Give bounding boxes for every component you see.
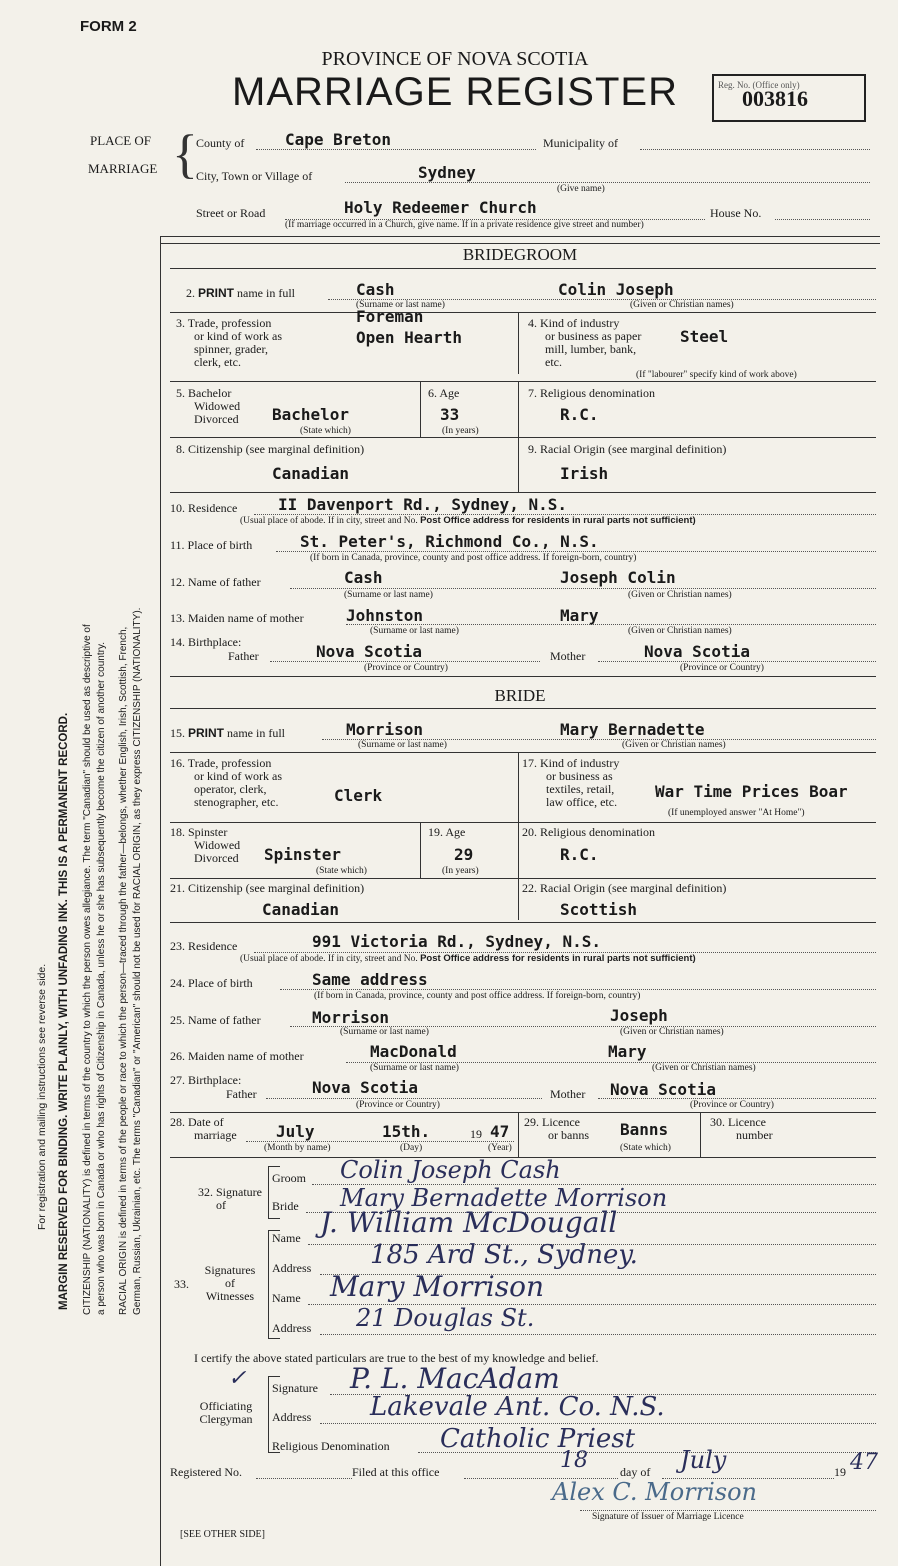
groom-age-label: 6. Age bbox=[428, 386, 460, 400]
filed-label: Filed at this office bbox=[352, 1465, 440, 1479]
county-value: Cape Breton bbox=[285, 130, 391, 149]
bride-status: Spinster bbox=[264, 845, 342, 864]
filed-year: 47 bbox=[850, 1450, 878, 1475]
bride-given-note: (Given or Christian names) bbox=[622, 740, 726, 750]
margin-line-4: a person who was born in Canada or who has rights of Citizenship in Canada, unless he or she has subsequently become the citizen of another country. bbox=[96, 642, 107, 1315]
bride-surname: Morrison bbox=[346, 720, 424, 739]
bride-age-note: (In years) bbox=[442, 866, 479, 876]
groom-birth-label: 11. Place of birth bbox=[170, 538, 253, 552]
bride-signature: Mary Bernadette Morrison bbox=[340, 1184, 668, 1212]
bride-religion-label: 20. Religious denomination bbox=[522, 825, 655, 839]
bride-mother-given: Mary bbox=[608, 1042, 647, 1061]
county-label: County of bbox=[196, 136, 245, 150]
bride-citizenship-label: 21. Citizenship (see marginal definition) bbox=[170, 881, 365, 895]
bride-surname-note: (Surname or last name) bbox=[358, 740, 447, 750]
city-label: City, Town or Village of bbox=[196, 169, 313, 183]
groom-name-label: 2. PRINT name in full bbox=[186, 286, 295, 300]
groom-given-note: (Given or Christian names) bbox=[630, 300, 734, 310]
marriage-day: 15th. bbox=[382, 1122, 431, 1141]
bride-residence-label: 23. Residence bbox=[170, 939, 238, 953]
house-label: House No. bbox=[710, 206, 762, 220]
margin-line-6: German, Russian, Ukrainian, etc. The terms "Canadian" or "American" should not be used for RACIAL ORIGIN, as they express CITIZENSHIP (NATIONALITY). bbox=[132, 607, 143, 1315]
municipality-label: Municipality of bbox=[543, 136, 618, 150]
day-of-label: day of bbox=[620, 1465, 651, 1479]
filed-day: 18 bbox=[560, 1448, 588, 1473]
bride-birth: Same address bbox=[312, 970, 428, 989]
bride-father-birth: Nova Scotia bbox=[312, 1078, 418, 1097]
bride-industry-clip bbox=[655, 782, 895, 801]
clergy-label: Officiating Clergyman bbox=[199, 1399, 253, 1426]
licence-number-label: 30. Licence number bbox=[710, 1115, 773, 1142]
filed-month: July bbox=[680, 1446, 727, 1474]
groom-religion: R.C. bbox=[560, 405, 599, 424]
bride-religion: R.C. bbox=[560, 845, 599, 864]
groom-residence-label: 10. Residence bbox=[170, 501, 238, 515]
groom-racial-label: 9. Racial Origin (see marginal definition) bbox=[528, 442, 727, 456]
bride-birthplace-label: 27. Birthplace: bbox=[170, 1073, 242, 1087]
bride-father-given-note: (Given or Christian names) bbox=[620, 1027, 724, 1037]
groom-mother-given: Mary bbox=[560, 606, 599, 625]
groom-father-given: Joseph Colin bbox=[560, 568, 676, 587]
bride-industry: War Time Prices Boar bbox=[655, 782, 848, 801]
groom-mother-word: Mother bbox=[550, 649, 586, 663]
bride-industry-label: 17. Kind of industry or business as textiles, retail, law office, etc. bbox=[522, 756, 620, 809]
groom-industry-note: (If "labourer" specify kind of work above) bbox=[636, 370, 797, 380]
bride-residence-note: (Usual place of abode. If in city, street and No. Post Office address for residents in rural parts not sufficient) bbox=[240, 953, 696, 964]
bride-father-word: Father bbox=[226, 1087, 257, 1101]
groom-racial: Irish bbox=[560, 464, 609, 483]
bride-mother-word: Mother bbox=[550, 1087, 586, 1101]
bride-mother-birth: Nova Scotia bbox=[610, 1080, 716, 1099]
marriage-year-prefix: 19 bbox=[470, 1127, 482, 1141]
bride-mother-given-note: (Given or Christian names) bbox=[652, 1063, 756, 1073]
bride-citizenship: Canadian bbox=[262, 900, 340, 919]
groom-age: 33 bbox=[440, 405, 460, 424]
reg-number: 003816 bbox=[742, 86, 808, 111]
bride-residence: 991 Victoria Rd., Sydney, N.S. bbox=[312, 932, 601, 951]
bride-name-label: 15. PRINT name in full bbox=[170, 726, 285, 740]
bride-given: Mary Bernadette bbox=[560, 720, 705, 739]
certify-statement: I certify the above stated particulars are true to the best of my knowledge and belief. bbox=[194, 1351, 599, 1365]
bride-racial-label: 22. Racial Origin (see marginal definition) bbox=[522, 881, 727, 895]
clergy-address: Lakevale Ant. Co. N.S. bbox=[370, 1392, 665, 1422]
clergy-religion: Catholic Priest bbox=[440, 1424, 636, 1454]
page-title: MARRIAGE REGISTER bbox=[232, 70, 678, 114]
marriage-month: July bbox=[276, 1122, 315, 1141]
give-name-note: (Give name) bbox=[557, 184, 605, 194]
licence-state-which: (State which) bbox=[620, 1143, 671, 1153]
groom-residence: II Davenport Rd., Sydney, N.S. bbox=[278, 495, 567, 514]
bride-father-prov-note: (Province or Country) bbox=[356, 1100, 440, 1110]
groom-mother-prov-note: (Province or Country) bbox=[680, 663, 764, 673]
w1-address: 185 Ard St., Sydney. bbox=[370, 1240, 638, 1270]
clergy-signature: P. L. MacAdam bbox=[350, 1362, 560, 1395]
w1-name-label: Name bbox=[272, 1231, 301, 1245]
w2-address: 21 Douglas St. bbox=[356, 1304, 535, 1332]
see-other-side: [SEE OTHER SIDE] bbox=[180, 1529, 265, 1540]
reg-number-box bbox=[712, 74, 866, 122]
street-label: Street or Road bbox=[196, 206, 266, 220]
margin-line-3: CITIZENSHIP (NATIONALITY) is defined in terms of the country to which the person owes allegiance. The term "Canadian" should be used as descriptive of bbox=[82, 624, 93, 1315]
groom-industry: Steel bbox=[680, 327, 729, 346]
bride-mother-surname-note: (Surname or last name) bbox=[370, 1063, 459, 1073]
licence-value: Banns bbox=[620, 1120, 669, 1139]
w1-address-label: Address bbox=[272, 1261, 312, 1275]
groom-mother-label: 13. Maiden name of mother bbox=[170, 611, 304, 625]
groom-trade-label: 3. Trade, profession or kind of work as spinner, grader, clerk, etc. bbox=[176, 316, 282, 369]
city-value: Sydney bbox=[418, 163, 476, 182]
clergy-address-label: Address bbox=[272, 1410, 312, 1424]
clergy-signature-label: Signature bbox=[272, 1381, 318, 1395]
groom-birth-note: (If born in Canada, province, county and post office address. If foreign-born, country) bbox=[310, 553, 637, 563]
w2-address-label: Address bbox=[272, 1321, 312, 1335]
groom-father-word: Father bbox=[228, 649, 259, 663]
groom-father-birth: Nova Scotia bbox=[316, 642, 422, 661]
groom-trade-1: Foreman bbox=[356, 307, 424, 326]
bride-section-title: BRIDE bbox=[494, 686, 546, 705]
groom-status-label: 5. Bachelor Widowed Divorced bbox=[176, 386, 241, 426]
province-heading: PROVINCE OF NOVA SCOTIA bbox=[321, 48, 589, 70]
registered-label: Registered No. bbox=[170, 1465, 242, 1479]
witnesses-label: Signatures of Witnesses bbox=[204, 1263, 256, 1303]
groom-father-given-note: (Given or Christian names) bbox=[628, 590, 732, 600]
bride-status-label: 18. Spinster Widowed Divorced bbox=[170, 825, 241, 865]
street-note: (If marriage occurred in a Church, give name. If in a private residence give street and number) bbox=[285, 220, 644, 230]
groom-given: Colin Joseph bbox=[558, 280, 674, 299]
bride-age: 29 bbox=[454, 845, 474, 864]
groom-citizenship-label: 8. Citizenship (see marginal definition) bbox=[176, 442, 365, 456]
groom-birthplace-label: 14. Birthplace: bbox=[170, 635, 242, 649]
check-mark: ✓ bbox=[228, 1366, 247, 1391]
place-label-1: PLACE OF bbox=[90, 133, 152, 148]
filed-year-prefix: 19 bbox=[834, 1465, 846, 1479]
witness-num: 33. bbox=[174, 1277, 189, 1291]
bride-father-given: Joseph bbox=[610, 1006, 668, 1025]
groom-religion-label: 7. Religious denomination bbox=[528, 386, 655, 400]
groom-state-which: (State which) bbox=[300, 426, 351, 436]
marriage-month-note: (Month by name) bbox=[264, 1143, 331, 1153]
groom-father-surname: Cash bbox=[344, 568, 383, 587]
signature-of-label: 32. Signature of bbox=[198, 1185, 262, 1212]
issuer-signature: Alex C. Morrison bbox=[552, 1478, 758, 1506]
groom-trade-2: Open Hearth bbox=[356, 328, 462, 347]
bride-father-surname-note: (Surname or last name) bbox=[340, 1027, 429, 1037]
groom-sig-label: Groom bbox=[272, 1171, 306, 1185]
w2-name-label: Name bbox=[272, 1291, 301, 1305]
bride-father-label: 25. Name of father bbox=[170, 1013, 261, 1027]
place-label-2: MARRIAGE bbox=[88, 161, 158, 176]
groom-surname: Cash bbox=[356, 280, 395, 299]
groom-father-surname-note: (Surname or last name) bbox=[344, 590, 433, 600]
marriage-day-note: (Day) bbox=[400, 1143, 423, 1153]
groom-mother-surname: Johnston bbox=[346, 606, 424, 625]
bride-industry-note: (If unemployed answer "At Home") bbox=[668, 808, 805, 818]
w2-name-signature: Mary Morrison bbox=[330, 1270, 544, 1303]
groom-signature: Colin Joseph Cash bbox=[340, 1156, 561, 1184]
groom-surname-note: (Surname or last name) bbox=[356, 300, 445, 310]
groom-birth: St. Peter's, Richmond Co., N.S. bbox=[300, 532, 599, 551]
groom-citizenship: Canadian bbox=[272, 464, 350, 483]
bride-racial: Scottish bbox=[560, 900, 638, 919]
bride-trade: Clerk bbox=[334, 786, 383, 805]
reg-box-label: Reg. No. (Office only) bbox=[718, 80, 800, 90]
marriage-year: 47 bbox=[490, 1122, 510, 1141]
bride-trade-label: 16. Trade, profession or kind of work as operator, clerk, stenographer, etc. bbox=[170, 756, 282, 809]
bride-mother-label: 26. Maiden name of mother bbox=[170, 1049, 304, 1063]
groom-mother-surname-note: (Surname or last name) bbox=[370, 626, 459, 636]
groom-mother-given-note: (Given or Christian names) bbox=[628, 626, 732, 636]
groom-age-note: (In years) bbox=[442, 426, 479, 436]
margin-line-1: For registration and mailing instructions see reverse side. bbox=[36, 963, 48, 1230]
groom-section-title: BRIDEGROOM bbox=[462, 245, 578, 264]
bride-mother-surname: MacDonald bbox=[370, 1042, 457, 1061]
bride-state-which: (State which) bbox=[316, 866, 367, 876]
bride-sig-label: Bride bbox=[272, 1199, 299, 1213]
issuer-label: Signature of Issuer of Marriage Licence bbox=[592, 1512, 744, 1522]
margin-line-5: RACIAL ORIGIN is defined in terms of the people or race to which the person—traced through the father—belongs, whether English, Irish, Scottish, French, bbox=[118, 626, 129, 1315]
groom-mother-birth: Nova Scotia bbox=[644, 642, 750, 661]
marriage-year-note: (Year) bbox=[488, 1143, 512, 1153]
licence-label: 29. Licence or banns bbox=[524, 1115, 589, 1142]
form-label: FORM 2 bbox=[80, 18, 137, 35]
groom-father-label: 12. Name of father bbox=[170, 575, 261, 589]
w1-name-signature: J. William McDougall bbox=[320, 1206, 618, 1239]
bride-birth-note: (If born in Canada, province, county and post office address. If foreign-born, country) bbox=[314, 991, 641, 1001]
groom-industry-label: 4. Kind of industry or business as paper mill, lumber, bank, etc. bbox=[528, 316, 642, 369]
bride-birth-label: 24. Place of birth bbox=[170, 976, 253, 990]
groom-residence-note: (Usual place of abode. If in city, street and No. Post Office address for residents in rural parts not sufficient) bbox=[240, 515, 696, 526]
bride-father-surname: Morrison bbox=[312, 1008, 390, 1027]
margin-line-2: MARGIN RESERVED FOR BINDING. WRITE PLAINLY, WITH UNFADING INK. THIS IS A PERMANENT RECORD. bbox=[58, 712, 70, 1310]
groom-status: Bachelor bbox=[272, 405, 350, 424]
bride-age-label: 19. Age bbox=[428, 825, 466, 839]
groom-father-prov-note: (Province or Country) bbox=[364, 663, 448, 673]
street-value: Holy Redeemer Church bbox=[344, 198, 537, 217]
marriage-date-label: 28. Date of marriage bbox=[170, 1115, 237, 1142]
bride-mother-prov-note: (Province or Country) bbox=[690, 1100, 774, 1110]
clergy-religion-label: Religious Denomination bbox=[272, 1439, 390, 1453]
place-brace: { bbox=[172, 124, 198, 184]
